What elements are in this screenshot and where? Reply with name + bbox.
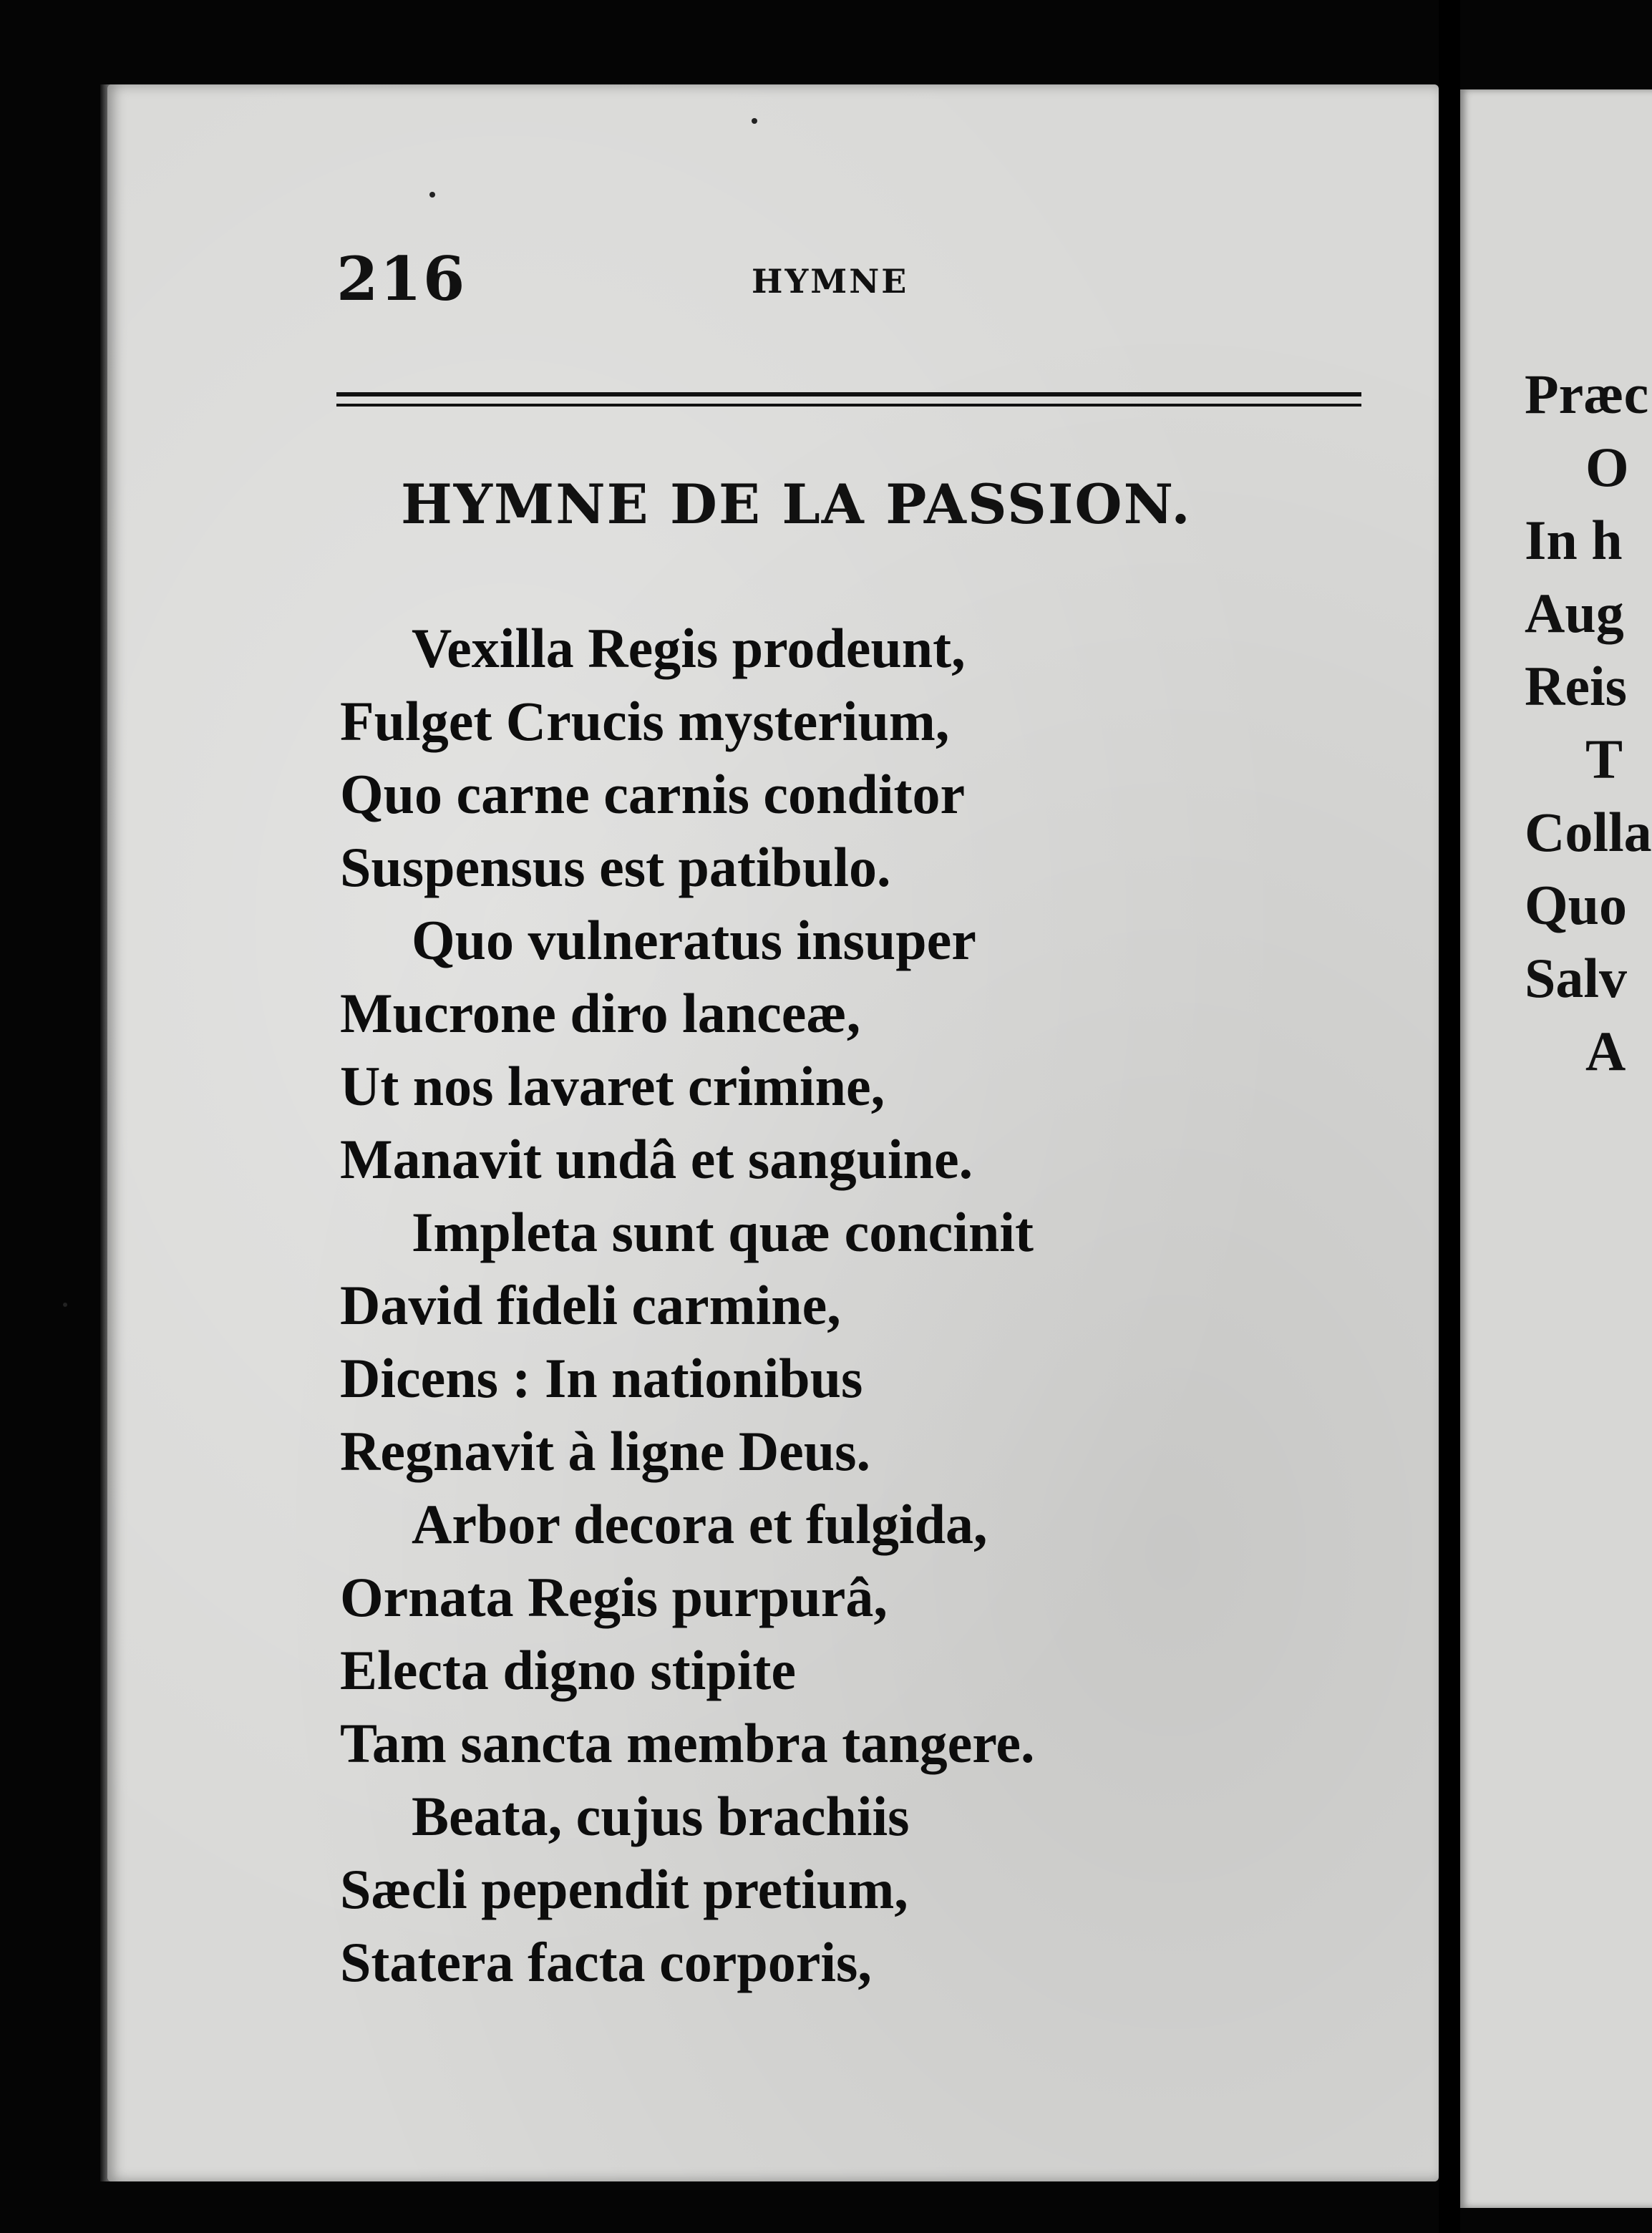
page-number: 216 [336,243,467,314]
hymn-title: HYMNE DE LA PASSION. [401,472,1192,536]
verse-line: Quo carne carnis conditor [340,763,966,825]
ink-speck [752,118,757,124]
double-rule-divider [336,392,1361,407]
verse-line: Arbor decora et fulgida, [412,1493,988,1555]
facing-page-fragment: T [1585,728,1623,790]
verse-line: Fulget Crucis mysterium, [340,690,950,752]
verse-line: Electa digno stipite [340,1639,796,1701]
verse-line: Vexilla Regis prodeunt, [412,617,966,679]
verse-line: Regnavit à ligne Deus. [340,1420,870,1482]
facing-page-fragment: Colla [1525,801,1652,863]
facing-page-fragment: Quo [1525,874,1628,936]
verse-line: Beata, cujus brachiis [412,1785,910,1847]
facing-page-fragment: Salv [1525,947,1628,1009]
verse-line: Statera facta corporis, [340,1931,872,1993]
facing-page-text [1525,358,1652,1088]
ink-speck [63,1303,67,1307]
facing-page-fragment: Aug [1525,582,1624,644]
verse-line: Ut nos lavaret crimine, [340,1055,885,1117]
verse-line: Mucrone diro lanceæ, [340,982,861,1044]
facing-page-fragment: Præc [1525,363,1649,425]
verse-line: David fideli carmine, [340,1274,841,1336]
facing-page-fragment: O [1585,436,1629,498]
verse-line: Sæcli pependit pretium, [340,1858,908,1920]
hymn-verses [340,612,1371,1999]
book-gutter [1439,0,1460,2233]
facing-page-fragment: Reis [1525,655,1627,717]
ink-speck [429,192,435,198]
facing-page-fragment: A [1585,1020,1626,1082]
running-head [336,243,1338,322]
verse-line: Manavit undâ et sanguine. [340,1128,973,1190]
facing-page-fragment: In h [1525,509,1623,571]
verse-line: Ornata Regis purpurâ, [340,1566,888,1628]
verse-line: Dicens : In nationibus [340,1347,863,1409]
verse-line: Tam sancta membra tangere. [340,1712,1035,1774]
verse-line: Quo vulneratus insuper [412,909,976,971]
running-title: HYMNE [752,262,909,301]
verse-line: Suspensus est patibulo. [340,836,891,898]
verse-line: Impleta sunt quæ concinit [412,1201,1034,1263]
